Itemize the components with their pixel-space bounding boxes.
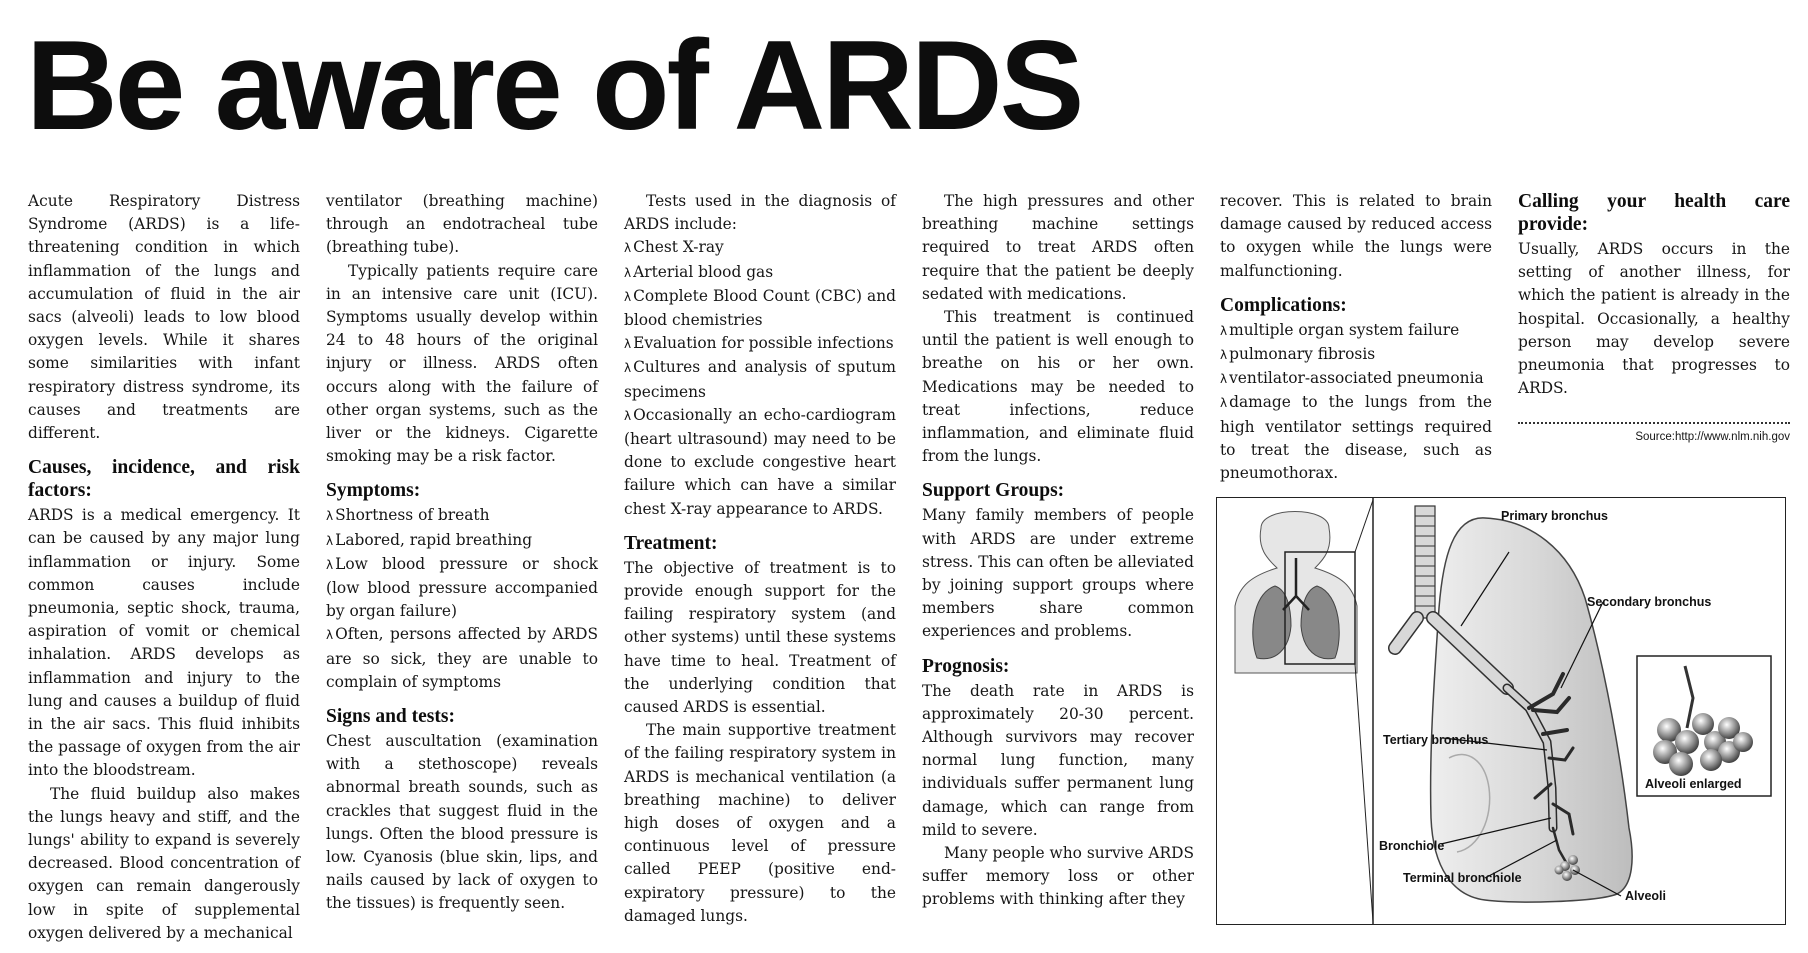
icu-paragraph: Typically patients require care in an intensive care unit (ICU). Symptoms usually develop within 24 to 48 hours of the original injury or illness. ARDS often occurs along with the failure of other organ systems, such as the liver or the kidneys. Cigarette smoking may be a risk factor. bbox=[326, 261, 598, 466]
column-3 bbox=[624, 190, 896, 928]
causes-paragraph-1: ARDS is a medical emergency. It can be caused by any major lung inflammation or injury. Some common causes include pneumonia, septic shock, trauma, aspiration of vomit or chemical inhalation. ARDS develops as inflammation and injury to the lung and causes a buildup of fluid in the air sacs. This fluid inhibits the passage of oxygen from the air into the bloodstream. bbox=[28, 506, 300, 780]
label-alveoli: Alveoli bbox=[1625, 889, 1666, 903]
bullet-icon: λ bbox=[624, 337, 632, 352]
column-1 bbox=[28, 190, 300, 945]
pressure-paragraph: The high pressures and other breathing machine settings required to treat ARDS often require that the patient be deeply sedated with medications. bbox=[922, 192, 1194, 303]
treatment-paragraph-1: The objective of treatment is to provide enough support for the failing respiratory system (and other systems) until these systems have time to heal. Treatment of the underlying condition that caused ARDS is essential. bbox=[624, 558, 896, 717]
headline: Be aware of ARDS bbox=[26, 14, 1082, 156]
bullet-icon: λ bbox=[624, 265, 632, 280]
bullet-icon: λ bbox=[624, 408, 632, 423]
column-6 bbox=[1518, 190, 1790, 444]
prognosis-heading: Prognosis: bbox=[922, 655, 1010, 677]
bullet-icon: λ bbox=[1220, 372, 1228, 387]
symptom-item: λ Labored, rapid breathing bbox=[326, 530, 533, 549]
column-4 bbox=[922, 190, 1194, 912]
recover-continuation: recover. This is related to brain damage caused by reduced access to oxygen while the lungs were malfunctioning. bbox=[1220, 192, 1492, 280]
support-paragraph: Many family members of people with ARDS are under extreme stress. This can often be alleviated by joining support groups where members share common experiences and problems. bbox=[922, 506, 1194, 641]
bullet-icon: λ bbox=[326, 533, 334, 548]
lung-diagram bbox=[1216, 497, 1786, 925]
causes-paragraph-2: The fluid buildup also makes the lungs heavy and stiff, and the lungs' ability to expand is severely decreased. Blood concentration of oxygen can remain dangerously low in spite of supplemental oxygen delivered by a mechanical bbox=[28, 784, 300, 942]
bullet-icon: λ bbox=[1220, 348, 1228, 363]
treatment-heading: Treatment: bbox=[624, 532, 718, 554]
bullet-icon: λ bbox=[1220, 323, 1228, 338]
test-item: λ Evaluation for possible infections bbox=[624, 334, 894, 353]
test-item: λ Occasionally an echo-cardiogram (heart ultrasound) may need to be done to exclude congestive heart failure which can have a similar chest X-ray appearance to ARDS. bbox=[624, 405, 896, 518]
support-heading: Support Groups: bbox=[922, 480, 1065, 502]
source-credit: Source:http://www.nlm.nih.gov bbox=[1635, 431, 1790, 444]
calling-paragraph: Usually, ARDS occurs in the setting of another illness, for which the patient is already in the hospital. Occasionally, a healthy person may develop severe pneumonia that progresses to ARDS. bbox=[1518, 240, 1790, 398]
label-terminal-bronchiole: Terminal bronchiole bbox=[1403, 871, 1522, 885]
bullet-icon: λ bbox=[326, 628, 334, 643]
ventilator-continuation: ventilator (breathing machine) through an endotracheal tube (breathing tube). bbox=[326, 192, 598, 257]
bullet-icon: λ bbox=[326, 509, 334, 524]
complication-item: λ ventilator-associated pneumonia bbox=[1220, 369, 1484, 388]
label-secondary-bronchus: Secondary bronchus bbox=[1587, 595, 1712, 609]
complication-item: λ damage to the lungs from the high ventilator settings required to treat the disease, such as pneumothorax. bbox=[1220, 393, 1492, 483]
symptom-item: λ Low blood pressure or shock (low blood pressure accompanied by organ failure) bbox=[326, 554, 598, 621]
test-item: λ Cultures and analysis of sputum specimens bbox=[624, 358, 896, 401]
bullet-icon: λ bbox=[624, 241, 632, 256]
label-alveoli-enlarged: Alveoli enlarged bbox=[1645, 777, 1742, 791]
causes-heading: Causes, incidence, and risk factors: bbox=[28, 457, 300, 502]
continued-paragraph: This treatment is continued until the patient is well enough to breathe on his or her own. Medications may be needed to treat infections, reduce inflammation, and eliminate fluid from the lungs. bbox=[922, 308, 1194, 466]
zoom-line bbox=[1355, 664, 1373, 922]
bullet-icon: λ bbox=[326, 557, 334, 572]
treatment-paragraph-2: The main supportive treatment of the failing respiratory system in ARDS is mechanical ventilation (a breathing machine) to deliver high doses of oxygen and a continuous level of pressure called PEEP (positive end-expiratory pressure) to the damaged lungs. bbox=[624, 721, 896, 925]
calling-heading: Calling your health care provide: bbox=[1518, 191, 1790, 235]
signs-paragraph: Chest auscultation (examination with a stethoscope) reveals abnormal breath sounds, such as crackles that suggest fluid in the lungs. Often the blood pressure is low. Cyanosis (blue skin, lips, and nails caused by lack of oxygen to the tissues) is frequently seen. bbox=[326, 732, 598, 913]
test-item: λ Complete Blood Count (CBC) and blood chemistries bbox=[624, 286, 896, 330]
signs-heading: Signs and tests: bbox=[326, 706, 455, 728]
complications-heading: Complications: bbox=[1220, 294, 1347, 316]
lung-diagram-art bbox=[1217, 498, 1785, 924]
complication-item: λ pulmonary fibrosis bbox=[1220, 345, 1376, 364]
label-tertiary-bronchus: Tertiary bronchus bbox=[1383, 733, 1489, 747]
column-2 bbox=[326, 190, 598, 916]
symptoms-heading: Symptoms: bbox=[326, 480, 421, 502]
prognosis-paragraph-2: Many people who survive ARDS suffer memory loss or other problems with thinking after they bbox=[922, 844, 1194, 909]
prognosis-paragraph-1: The death rate in ARDS is approximately 20-30 percent. Although survivors may recover normal lung function, many individuals suffer permanent lung damage, which can range from mild to severe. bbox=[922, 681, 1194, 839]
dotted-divider bbox=[1518, 422, 1790, 424]
symptom-item: λ Often, persons affected by ARDS are so sick, they are unable to complain of symptoms bbox=[326, 625, 598, 691]
intro-paragraph: Acute Respiratory Distress Syndrome (ARDS) is a life-threatening condition in which inflammation of the lungs and accumulation of fluid in the air sacs (alveoli) leads to low blood oxygen levels. While it shares some similarities with infant respiratory distress syndrome, its causes and treatments are different. bbox=[28, 192, 300, 443]
test-item: λ Chest X-ray bbox=[624, 238, 724, 257]
tests-intro: Tests used in the diagnosis of ARDS include: bbox=[624, 192, 896, 234]
label-bronchiole: Bronchiole bbox=[1379, 839, 1445, 853]
complication-item: λ multiple organ system failure bbox=[1220, 320, 1460, 339]
zoom-line bbox=[1355, 500, 1373, 552]
test-item: λ Arterial blood gas bbox=[624, 262, 774, 281]
column-5 bbox=[1220, 190, 1492, 485]
bullet-icon: λ bbox=[624, 361, 632, 376]
symptom-item: λ Shortness of breath bbox=[326, 506, 490, 525]
bullet-icon: λ bbox=[624, 289, 632, 304]
torso-thumbnail-icon bbox=[1235, 512, 1357, 674]
label-primary-bronchus: Primary bronchus bbox=[1501, 509, 1608, 523]
bullet-icon: λ bbox=[1220, 396, 1228, 411]
